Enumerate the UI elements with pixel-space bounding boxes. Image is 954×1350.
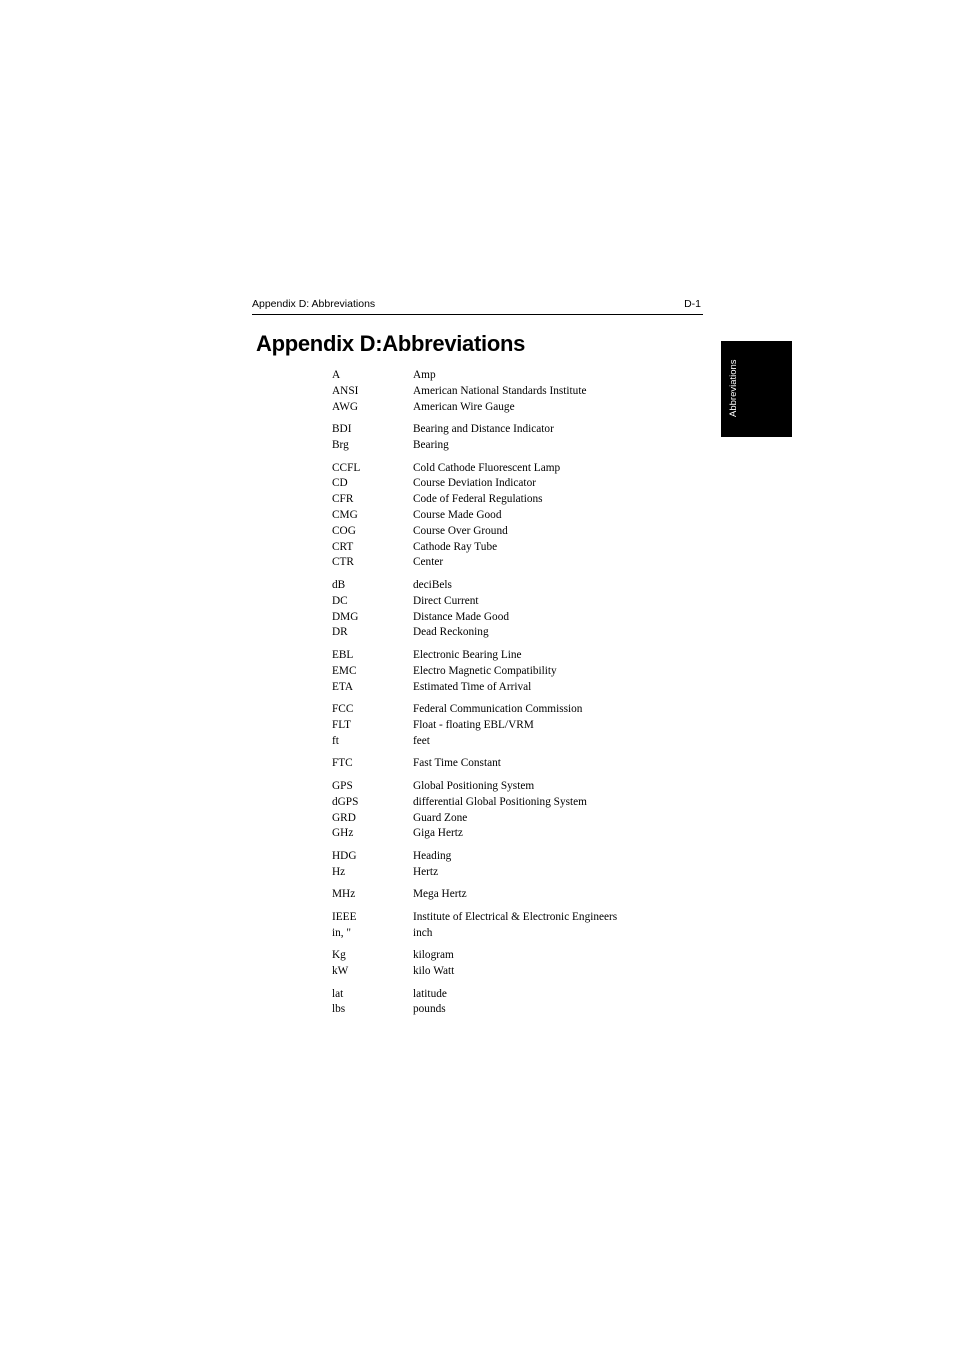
abbreviation-group [332, 368, 712, 415]
abbreviation-definition: Bearing and Distance Indicator [413, 423, 554, 436]
abbreviation-row [332, 508, 712, 524]
abbreviation-term: COG [332, 524, 356, 537]
abbreviation-term: DMG [332, 610, 359, 623]
abbreviation-term: lbs [332, 1003, 346, 1016]
abbreviation-term: AWG [332, 400, 359, 413]
abbreviation-definition: Mega Hertz [413, 888, 467, 901]
abbreviation-row [332, 964, 712, 980]
abbreviation-definition: Electro Magnetic Compatibility [413, 664, 557, 677]
abbreviation-term: CRT [332, 540, 354, 553]
abbreviation-group [332, 948, 712, 980]
abbreviation-term: MHz [332, 888, 356, 901]
abbreviation-row [332, 756, 712, 772]
abbreviation-row [332, 578, 712, 594]
abbreviation-row [332, 400, 712, 416]
abbreviation-group [332, 849, 712, 881]
abbreviation-definition: Giga Hertz [413, 827, 463, 840]
abbreviation-group [332, 987, 712, 1019]
abbreviation-definition: Center [413, 556, 444, 569]
abbreviation-group [332, 702, 712, 749]
abbreviation-group [332, 779, 712, 842]
abbreviation-row [332, 795, 712, 811]
abbreviation-definition: Bearing [413, 438, 449, 451]
abbreviation-definition: kilogram [413, 949, 454, 962]
abbreviation-term: Hz [332, 865, 346, 878]
abbreviation-definition: inch [413, 926, 433, 939]
abbreviation-definition: Amp [413, 369, 436, 381]
abbreviation-group [332, 910, 712, 942]
abbreviation-row [332, 887, 712, 903]
abbreviation-term: CD [332, 477, 348, 490]
abbreviation-term: ft [332, 734, 339, 747]
abbreviation-term: EMC [332, 664, 357, 677]
abbreviation-row [332, 540, 712, 556]
abbreviation-row [332, 865, 712, 881]
abbreviation-group [332, 422, 712, 454]
abbreviation-term: A [332, 369, 341, 381]
abbreviation-term: ANSI [332, 384, 359, 397]
abbreviation-term: ETA [332, 680, 354, 693]
abbreviation-term: GRD [332, 811, 356, 824]
abbreviation-definition: feet [413, 734, 430, 747]
abbreviation-row [332, 384, 712, 400]
abbreviation-definition: American National Standards Institute [413, 384, 587, 397]
abbreviation-definition: Direct Current [413, 594, 479, 607]
abbreviation-row [332, 664, 712, 680]
abbreviation-term: DR [332, 626, 348, 639]
section-thumb-tab-label: Abbreviations [728, 359, 739, 417]
abbreviation-row [332, 594, 712, 610]
abbreviation-term: kW [332, 965, 349, 978]
abbreviation-group [332, 756, 712, 772]
abbreviation-term: dB [332, 578, 346, 591]
abbreviation-definition: Distance Made Good [413, 610, 509, 623]
abbreviation-term: CFR [332, 493, 354, 506]
abbreviation-definition: Institute of Electrical & Electronic Engineers [413, 910, 618, 923]
abbreviation-term: dGPS [332, 795, 359, 808]
abbreviation-row [332, 849, 712, 865]
abbreviation-definition: Heading [413, 849, 452, 862]
abbreviation-term: CTR [332, 556, 354, 569]
abbreviation-definition: latitude [413, 987, 447, 1000]
abbreviation-row [332, 910, 712, 926]
abbreviation-definition: Course Deviation Indicator [413, 477, 536, 490]
abbreviation-row [332, 926, 712, 942]
abbreviation-definition: differential Global Positioning System [413, 795, 587, 808]
abbreviation-row [332, 948, 712, 964]
abbreviation-term: HDG [332, 849, 357, 862]
abbreviation-group [332, 461, 712, 572]
abbreviation-definition: Cathode Ray Tube [413, 540, 498, 553]
abbreviation-definition: Float - floating EBL/VRM [413, 718, 534, 731]
abbreviation-row [332, 987, 712, 1003]
abbreviation-list [332, 368, 712, 1025]
abbreviation-definition: Estimated Time of Arrival [413, 680, 532, 693]
abbreviation-definition: Course Made Good [413, 508, 502, 521]
abbreviation-row [332, 524, 712, 540]
abbreviation-term: BDI [332, 423, 352, 436]
abbreviation-term: FCC [332, 703, 354, 716]
abbreviation-row [332, 826, 712, 842]
abbreviation-row [332, 702, 712, 718]
abbreviation-row [332, 422, 712, 438]
abbreviation-term: FTC [332, 757, 353, 770]
abbreviation-definition: kilo Watt [413, 965, 455, 978]
abbreviation-row [332, 368, 712, 384]
abbreviation-group [332, 578, 712, 641]
abbreviation-row [332, 438, 712, 454]
abbreviation-definition: Federal Communication Commission [413, 703, 583, 716]
abbreviation-term: CCFL [332, 461, 361, 474]
abbreviation-term: CMG [332, 508, 358, 521]
abbreviation-row [332, 1002, 712, 1018]
abbreviation-row [332, 625, 712, 641]
abbreviation-term: GHz [332, 827, 354, 840]
abbreviation-term: Brg [332, 438, 349, 451]
abbreviation-definition: Guard Zone [413, 811, 468, 824]
abbreviation-definition: pounds [413, 1003, 446, 1016]
abbreviation-term: FLT [332, 718, 352, 731]
abbreviation-definition: Dead Reckoning [413, 626, 489, 639]
abbreviation-row [332, 610, 712, 626]
abbreviation-term: IEEE [332, 910, 357, 923]
abbreviation-row [332, 492, 712, 508]
page-title: Appendix D:Abbreviations [256, 331, 526, 356]
abbreviation-row [332, 648, 712, 664]
abbreviation-row [332, 779, 712, 795]
running-header [252, 296, 703, 315]
abbreviation-term: EBL [332, 648, 354, 661]
abbreviation-definition: Global Positioning System [413, 779, 535, 792]
abbreviation-definition: American Wire Gauge [413, 400, 515, 413]
abbreviation-row [332, 734, 712, 750]
abbreviation-definition: Cold Cathode Fluorescent Lamp [413, 461, 561, 474]
abbreviation-definition: Electronic Bearing Line [413, 648, 522, 661]
abbreviation-term: Kg [332, 949, 346, 962]
abbreviation-definition: Course Over Ground [413, 524, 508, 537]
header-page-number: D-1 [684, 298, 701, 310]
abbreviation-row [332, 476, 712, 492]
abbreviation-group [332, 887, 712, 903]
header-section-title: Appendix D: Abbreviations [252, 298, 376, 310]
abbreviation-group [332, 648, 712, 695]
abbreviation-term: GPS [332, 779, 353, 792]
abbreviation-definition: deciBels [413, 578, 452, 591]
abbreviation-definition: Hertz [413, 865, 439, 878]
abbreviation-term: lat [332, 987, 344, 1000]
abbreviation-row [332, 555, 712, 571]
abbreviation-term: in, " [332, 926, 352, 939]
abbreviation-row [332, 718, 712, 734]
abbreviation-row [332, 680, 712, 696]
abbreviation-definition: Fast Time Constant [413, 757, 501, 770]
abbreviation-term: DC [332, 594, 348, 607]
abbreviation-row [332, 811, 712, 827]
abbreviation-definition: Code of Federal Regulations [413, 493, 543, 506]
abbreviation-row [332, 461, 712, 477]
